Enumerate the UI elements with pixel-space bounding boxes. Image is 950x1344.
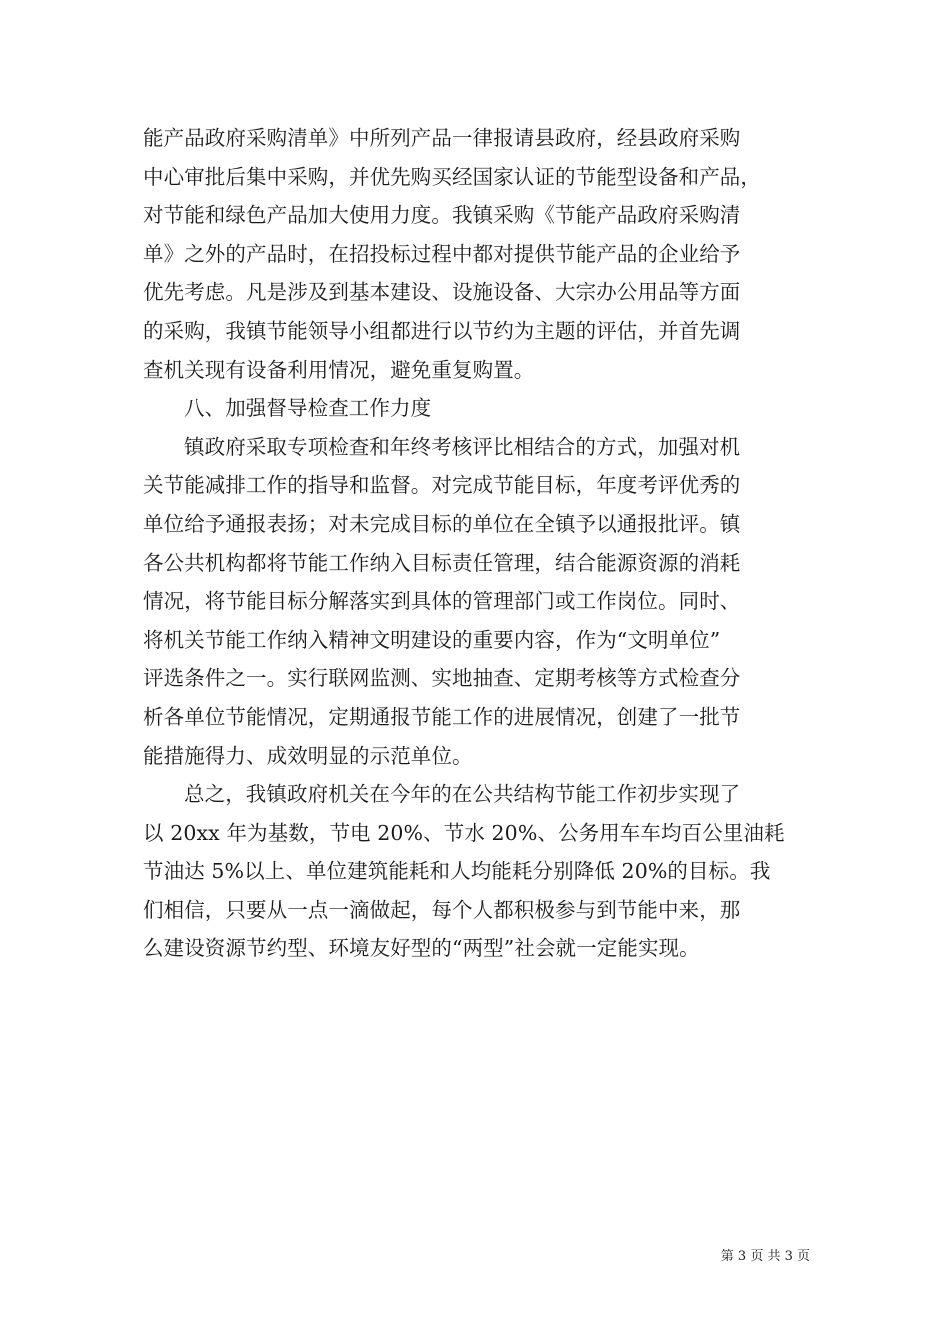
text-line: 能产品政府采购清单》中所列产品一律报请县政府，经县政府采购 [143, 126, 741, 150]
text-line: 各公共机构都将节能工作纳入目标责任管理，结合能源资源的消耗 [143, 550, 741, 575]
text-line: 查机关现有设备利用情况，避免重复购置。 [143, 357, 535, 382]
text-line: 能措施得力、成效明显的示范单位。 [143, 743, 473, 768]
section-heading: 八、加强督导检查工作力度 [184, 396, 432, 421]
text-line: 单位给予通报表扬；对未完成目标的单位在全镇予以通报批评。镇 [143, 511, 741, 536]
text-line: 对节能和绿色产品加大使用力度。我镇采购《节能产品政府采购清 [143, 203, 741, 228]
text-line: 的采购，我镇节能领导小组都进行以节约为主题的评估，并首先调 [143, 318, 741, 343]
text-line: 优先考虑。凡是涉及到基本建设、设施设备、大宗办公用品等方面 [143, 280, 741, 305]
text-line: 情况，将节能目标分解落实到具体的管理部门或工作岗位。同时、 [143, 589, 741, 614]
text-line: 单》之外的产品时，在招投标过程中都对提供节能产品的企业给予 [143, 241, 741, 266]
text-line: 节油达 5%以上、单位建筑能耗和人均能耗分别降低 20%的目标。我 [143, 859, 771, 884]
page-number: 第 3 页 共 3 页 [720, 1249, 810, 1264]
text-line: 镇政府采取专项检查和年终考核评比相结合的方式，加强对机 [184, 434, 741, 459]
text-line: 析各单位节能情况，定期通报节能工作的进展情况，创建了一批节 [143, 704, 741, 729]
document-body [143, 119, 811, 968]
text-line: 们相信，只要从一点一滴做起，每个人都积极参与到节能中来，那 [143, 897, 741, 922]
text-line: 总之，我镇政府机关在今年的在公共结构节能工作初步实现了 [184, 782, 741, 807]
text-line: 以 20xx 年为基数，节电 20%、节水 20%、公务用车车均百公里油耗 [143, 820, 785, 845]
text-line: 关节能减排工作的指导和监督。对完成节能目标，年度考评优秀的 [143, 473, 741, 498]
text-line: 中心审批后集中采购，并优先购买经国家认证的节能型设备和产品， [143, 164, 761, 189]
text-line: 评选条件之一。实行联网监测、实地抽查、定期考核等方式检查分 [143, 666, 741, 691]
text-line: 么建设资源节约型、环境友好型的“两型”社会就一定能实现。 [143, 936, 700, 961]
text-line: 将机关节能工作纳入精神文明建设的重要内容，作为“文明单位” [143, 627, 721, 652]
